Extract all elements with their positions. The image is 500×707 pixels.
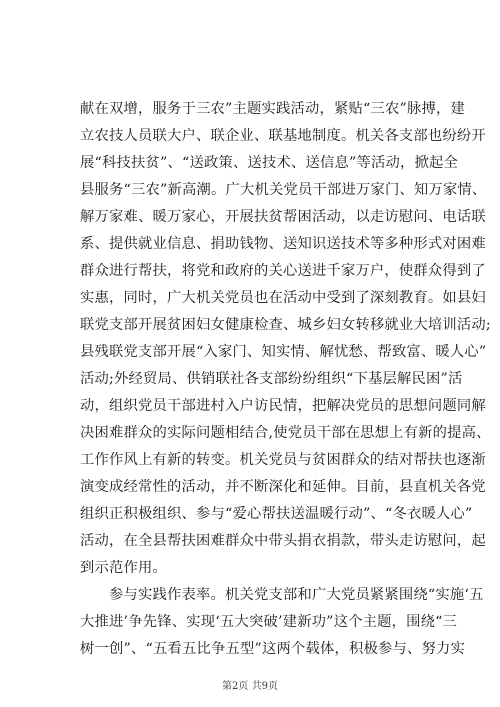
text-line: 联党支部开展贫困妇女健康检查、城乡妇女转移就业大培训活动; — [80, 317, 491, 333]
paragraph-practice-example — [80, 582, 484, 663]
text-line: 参与实践作表率。机关党支部和广大党员紧紧围绕“实施‘五 — [80, 587, 484, 603]
text-line: 决困难群众的实际问题相结合,使党员干部在思想上有新的提高、 — [80, 425, 491, 441]
text-line: 到示范作用。 — [80, 560, 167, 576]
text-line: 实惠，同时，广大机关党员也在活动中受到了深刻教育。如县妇 — [80, 290, 486, 306]
document-body — [80, 96, 491, 663]
page-number-footer: 第2页 共9页 — [222, 681, 278, 692]
text-line: 献在双增，服务于三农”主题实践活动，紧贴“三农”脉搏，建 — [80, 101, 465, 117]
paragraph-service-activities — [80, 96, 491, 582]
text-line: 大推进’争先锋、实现‘五大突破’建新功”这个主题，围绕“三 — [80, 614, 458, 630]
text-line: 县残联党支部开展“入家门、知实情、解忧愁、帮致富、暖人心” — [80, 344, 487, 360]
text-line: 活动，在全县帮扶困难群众中带头捐衣捐款，带头走访慰问，起 — [80, 533, 486, 549]
text-line: 立农技人员联大户、联企业、联基地制度。机关各支部也纷纷开 — [80, 128, 486, 144]
text-line: 展“科技扶贫”、“送政策、送技术、送信息”等活动，掀起全 — [80, 155, 458, 171]
text-line: 县服务“三农”新高潮。广大机关党员干部进万家门、知万家情、 — [80, 182, 487, 198]
text-line: 解万家难、暖万家心，开展扶贫帮困活动，以走访慰问、电话联 — [80, 209, 486, 225]
text-line: 系、提供就业信息、捐助钱物、送知识送技术等多种形式对困难 — [80, 236, 486, 252]
text-line: 工作作风上有新的转变。机关党员与贫困群众的结对帮扶也逐渐 — [80, 452, 486, 468]
text-line: 树一创”、“五看五比争五型”这两个载体，积极参与、努力实 — [80, 641, 465, 657]
text-line: 动，组织党员干部进村入户访民情，把解决党员的思想问题同解 — [80, 398, 486, 414]
text-line: 活动;外经贸局、供销联社各支部纷纷组织“下基层解民困”活 — [80, 371, 463, 387]
text-line: 组织正积极组织、参与“爱心帮扶送温暖行动”、“冬衣暖人心” — [80, 506, 473, 522]
text-line: 演变成经常性的活动，并不断深化和延伸。目前，县直机关各党 — [80, 479, 486, 495]
text-line: 群众进行帮扶，将党和政府的关心送进千家万户，使群众得到了 — [80, 263, 486, 279]
